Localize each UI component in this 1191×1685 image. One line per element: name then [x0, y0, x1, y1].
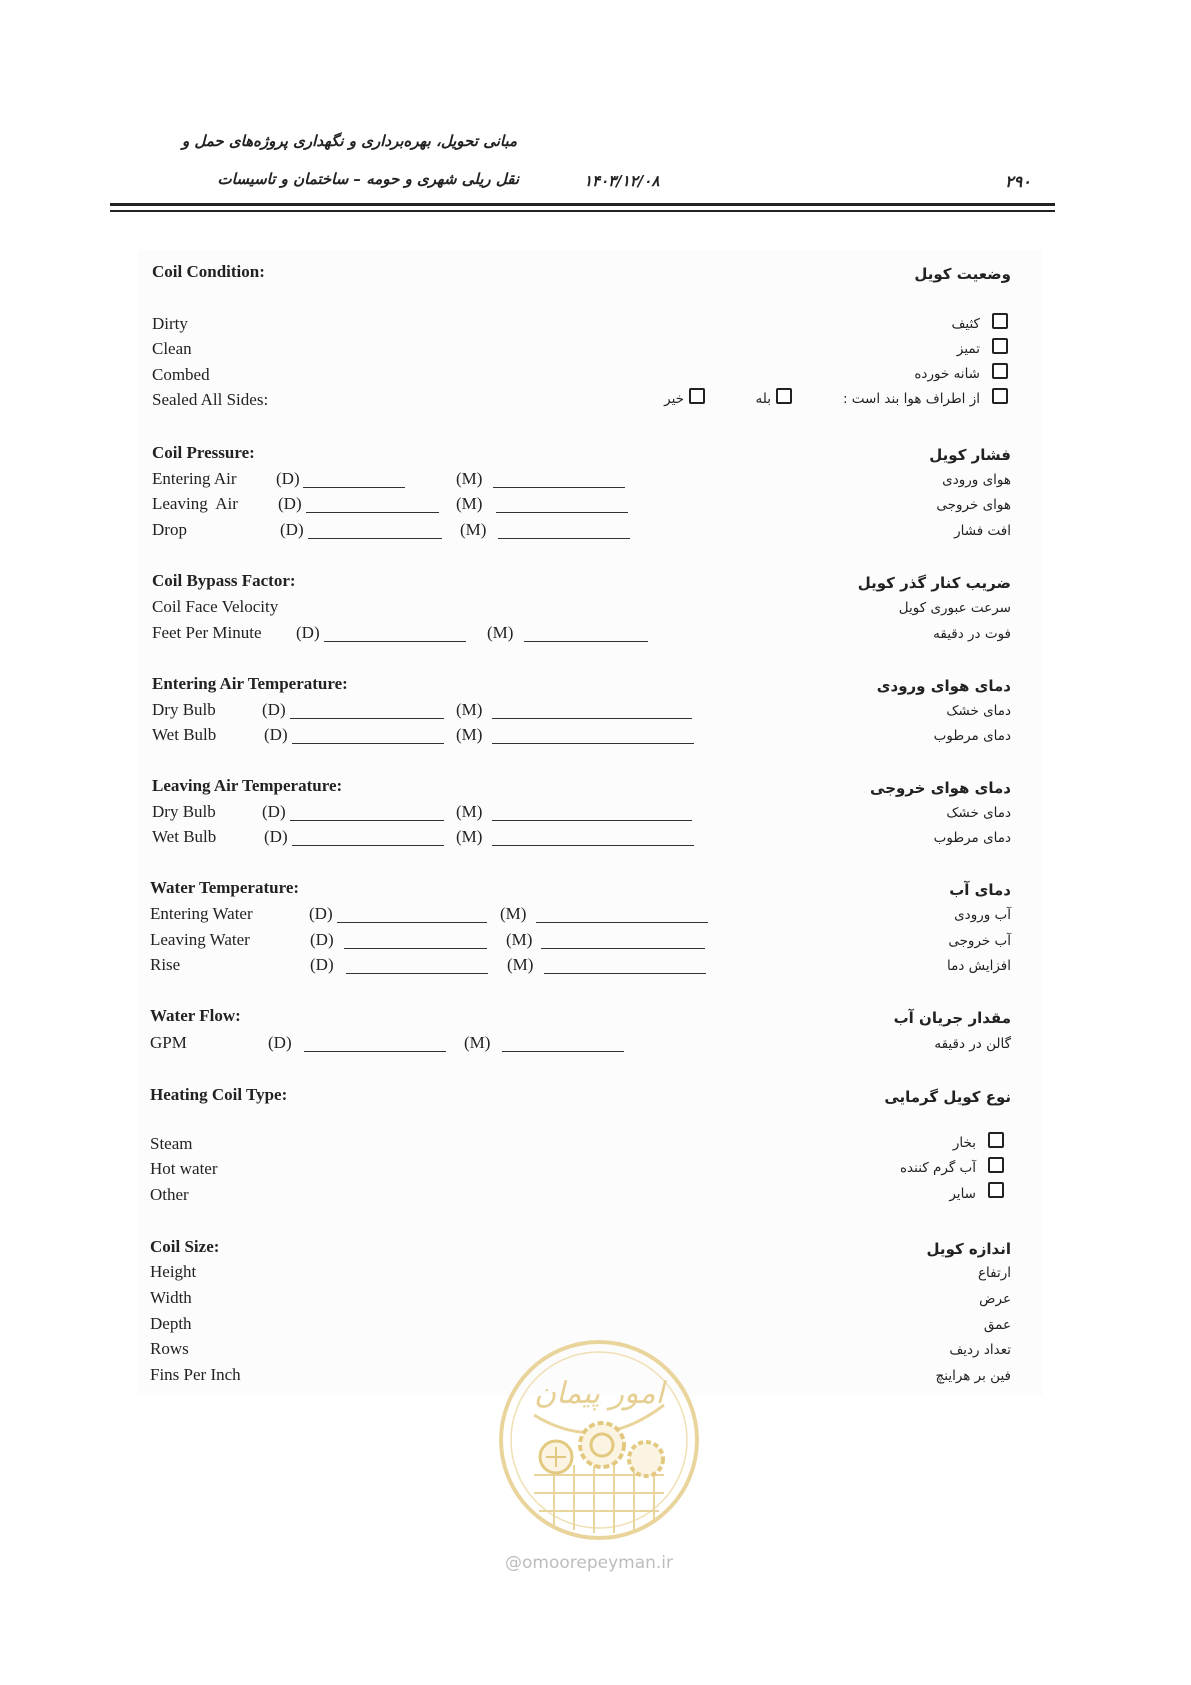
- label-yes-fa: بله: [755, 391, 771, 407]
- row-rows-fa: تعداد ردیف: [949, 1342, 1011, 1358]
- label-d: (D): [276, 469, 300, 488]
- label-m: (M): [456, 469, 483, 488]
- field-rise-m[interactable]: [544, 973, 706, 974]
- row-gpm-fa: گالن در دقیقه: [934, 1036, 1011, 1052]
- row-fins-per-inch-fa: فین بر هراینچ: [935, 1368, 1011, 1384]
- option-clean-fa: تمیز: [956, 341, 980, 357]
- row-dry-bulb: Dry Bulb: [152, 802, 216, 821]
- form-scan-area: [138, 250, 1043, 1395]
- option-combed-fa: شانه خورده: [914, 366, 980, 382]
- row-wet-bulb-fa: دمای مرطوب: [933, 728, 1011, 744]
- row-coil-face-velocity: Coil Face Velocity: [152, 597, 279, 616]
- label-d: (D): [309, 904, 333, 923]
- row-depth-fa: عمق: [983, 1317, 1011, 1333]
- option-sealed-fa: از اطراف هوا بند است :: [842, 391, 980, 407]
- option-sealed-all-sides: Sealed All Sides:: [152, 390, 269, 409]
- header-rule-thin: [110, 210, 1055, 212]
- field-drop-m[interactable]: [498, 538, 630, 539]
- row-wet-bulb: Wet Bulb: [152, 827, 217, 846]
- label-m: (M): [500, 904, 527, 923]
- row-gpm: GPM: [150, 1033, 187, 1052]
- field-entering-water-d[interactable]: [337, 922, 487, 923]
- row-width-fa: عرض: [979, 1291, 1011, 1307]
- label-d: (D): [310, 930, 334, 949]
- section-title-coil-condition-fa: وضعیت کویل: [914, 265, 1011, 283]
- header-title-line2: نقل ریلی شهری و حومه – ساختمان و تاسیسات: [217, 170, 519, 188]
- label-d: (D): [262, 802, 286, 821]
- row-rise-fa: افزایش دما: [946, 958, 1011, 974]
- checkbox-other[interactable]: [988, 1182, 1004, 1198]
- checkbox-steam[interactable]: [988, 1132, 1004, 1148]
- row-depth: Depth: [150, 1314, 192, 1333]
- row-rows: Rows: [150, 1339, 189, 1358]
- row-dry-bulb: Dry Bulb: [152, 700, 216, 719]
- section-title-water-temp-fa: دمای آب: [949, 881, 1011, 899]
- row-coil-face-velocity-fa: سرعت عبوری کویل: [898, 600, 1011, 616]
- row-fins-per-inch: Fins Per Inch: [150, 1365, 241, 1384]
- row-drop-fa: افت فشار: [954, 523, 1011, 539]
- field-entering-dry-m[interactable]: [492, 718, 692, 719]
- field-fpm-m[interactable]: [524, 641, 648, 642]
- label-d: (D): [264, 725, 288, 744]
- section-title-leaving-air-temp-fa: دمای هوای خروجی: [870, 779, 1011, 797]
- row-leaving-water-fa: آب خروجی: [948, 933, 1011, 949]
- field-fpm-d[interactable]: [324, 641, 466, 642]
- label-m: (M): [456, 827, 483, 846]
- section-title-coil-condition: Coil Condition:: [152, 262, 265, 281]
- row-leaving-air-fa: هوای خروجی: [936, 497, 1011, 513]
- option-hot-water-fa: آب گرم کننده: [899, 1160, 976, 1176]
- checkbox-combed[interactable]: [992, 363, 1008, 379]
- row-entering-water-fa: آب ورودی: [954, 907, 1011, 923]
- row-leaving-air: Leaving Air: [152, 494, 238, 513]
- label-m: (M): [506, 930, 533, 949]
- field-leaving-wet-d[interactable]: [292, 845, 444, 846]
- svg-text:امور پیمان: امور پیمان: [534, 1376, 664, 1411]
- label-d: (D): [296, 623, 320, 642]
- watermark-seal-logo: [494, 1335, 704, 1545]
- row-height: Height: [150, 1262, 197, 1281]
- label-d: (D): [278, 494, 302, 513]
- section-title-coil-pressure-fa: فشار کویل: [929, 446, 1011, 464]
- row-rise: Rise: [150, 955, 181, 974]
- row-width: Width: [150, 1288, 192, 1307]
- field-rise-d[interactable]: [346, 973, 488, 974]
- section-title-heating-coil: Heating Coil Type:: [150, 1085, 288, 1104]
- row-leaving-water: Leaving Water: [150, 930, 250, 949]
- label-d: (D): [268, 1033, 292, 1052]
- checkbox-sealed[interactable]: [992, 388, 1008, 404]
- row-wet-bulb-fa: دمای مرطوب: [933, 830, 1011, 846]
- header-rule-thick: [110, 203, 1055, 206]
- section-title-entering-air-temp: Entering Air Temperature:: [152, 674, 348, 693]
- section-title-water-flow: Water Flow:: [150, 1006, 241, 1025]
- label-d: (D): [310, 955, 334, 974]
- row-entering-air: Entering Air: [152, 469, 237, 488]
- checkbox-dirty[interactable]: [992, 313, 1008, 329]
- label-m: (M): [456, 494, 483, 513]
- field-entering-air-d[interactable]: [303, 487, 405, 488]
- option-clean: Clean: [152, 339, 192, 358]
- field-leaving-water-d[interactable]: [344, 948, 487, 949]
- header-title-line1: مبانی تحویل، بهره‌برداری و نگهداری پروژه‌های حمل و: [181, 132, 517, 150]
- section-title-bypass: Coil Bypass Factor:: [152, 571, 296, 590]
- option-steam: Steam: [150, 1134, 193, 1153]
- option-dirty: Dirty: [152, 314, 188, 333]
- field-leaving-dry-m[interactable]: [492, 820, 692, 821]
- field-gpm-m[interactable]: [502, 1051, 624, 1052]
- field-gpm-d[interactable]: [304, 1051, 446, 1052]
- label-d: (D): [262, 700, 286, 719]
- section-title-water-flow-fa: مقدار جریان آب: [893, 1009, 1011, 1027]
- option-dirty-fa: کثیف: [951, 316, 980, 332]
- field-leaving-air-d[interactable]: [306, 512, 439, 513]
- label-no-fa: خیر: [664, 391, 684, 407]
- section-title-leaving-air-temp: Leaving Air Temperature:: [152, 776, 343, 795]
- section-title-heating-coil-fa: نوع کویل گرمایی: [884, 1088, 1011, 1106]
- option-other: Other: [150, 1185, 189, 1204]
- row-drop: Drop: [152, 520, 187, 539]
- label-m: (M): [487, 623, 514, 642]
- field-leaving-wet-m[interactable]: [492, 845, 694, 846]
- option-other-fa: سایر: [949, 1186, 976, 1202]
- option-combed: Combed: [152, 365, 210, 384]
- section-title-coil-size-fa: اندازه کویل: [926, 1240, 1011, 1258]
- option-steam-fa: بخار: [952, 1135, 976, 1151]
- field-entering-wet-d[interactable]: [292, 743, 444, 744]
- label-m: (M): [456, 802, 483, 821]
- label-m: (M): [456, 700, 483, 719]
- checkbox-hot-water[interactable]: [988, 1157, 1004, 1173]
- label-m: (M): [464, 1033, 491, 1052]
- label-m: (M): [460, 520, 487, 539]
- section-title-bypass-fa: ضریب کنار گذر کویل: [857, 574, 1011, 592]
- header-date: ۱۴۰۳/۱۲/۰۸: [584, 172, 660, 190]
- option-hot-water: Hot water: [150, 1159, 218, 1178]
- field-entering-air-m[interactable]: [493, 487, 625, 488]
- page-number: ۲۹۰: [1005, 172, 1031, 191]
- section-title-water-temp: Water Temperature:: [150, 878, 300, 897]
- row-feet-per-minute: Feet Per Minute: [152, 623, 262, 642]
- field-entering-dry-d[interactable]: [290, 718, 444, 719]
- field-entering-water-m[interactable]: [536, 922, 708, 923]
- row-dry-bulb-fa: دمای خشک: [946, 805, 1011, 821]
- row-height-fa: ارتفاع: [977, 1265, 1011, 1281]
- watermark-site: @omoorepeyman.ir: [505, 1553, 674, 1573]
- field-drop-d[interactable]: [308, 538, 442, 539]
- field-leaving-air-m[interactable]: [496, 512, 628, 513]
- checkbox-clean[interactable]: [992, 338, 1008, 354]
- field-leaving-dry-d[interactable]: [290, 820, 444, 821]
- row-entering-water: Entering Water: [150, 904, 253, 923]
- row-dry-bulb-fa: دمای خشک: [946, 703, 1011, 719]
- section-title-coil-size: Coil Size:: [150, 1237, 220, 1256]
- checkbox-yes[interactable]: [776, 388, 792, 404]
- section-title-entering-air-temp-fa: دمای هوای ورودی: [876, 677, 1011, 695]
- checkbox-no[interactable]: [689, 388, 705, 404]
- label-m: (M): [456, 725, 483, 744]
- field-leaving-water-m[interactable]: [541, 948, 705, 949]
- label-d: (D): [280, 520, 304, 539]
- row-entering-air-fa: هوای ورودی: [942, 472, 1011, 488]
- field-entering-wet-m[interactable]: [492, 743, 694, 744]
- label-m: (M): [507, 955, 534, 974]
- row-wet-bulb: Wet Bulb: [152, 725, 217, 744]
- label-d: (D): [264, 827, 288, 846]
- section-title-coil-pressure: Coil Pressure:: [152, 443, 255, 462]
- row-feet-per-minute-fa: فوت در دقیقه: [933, 626, 1011, 642]
